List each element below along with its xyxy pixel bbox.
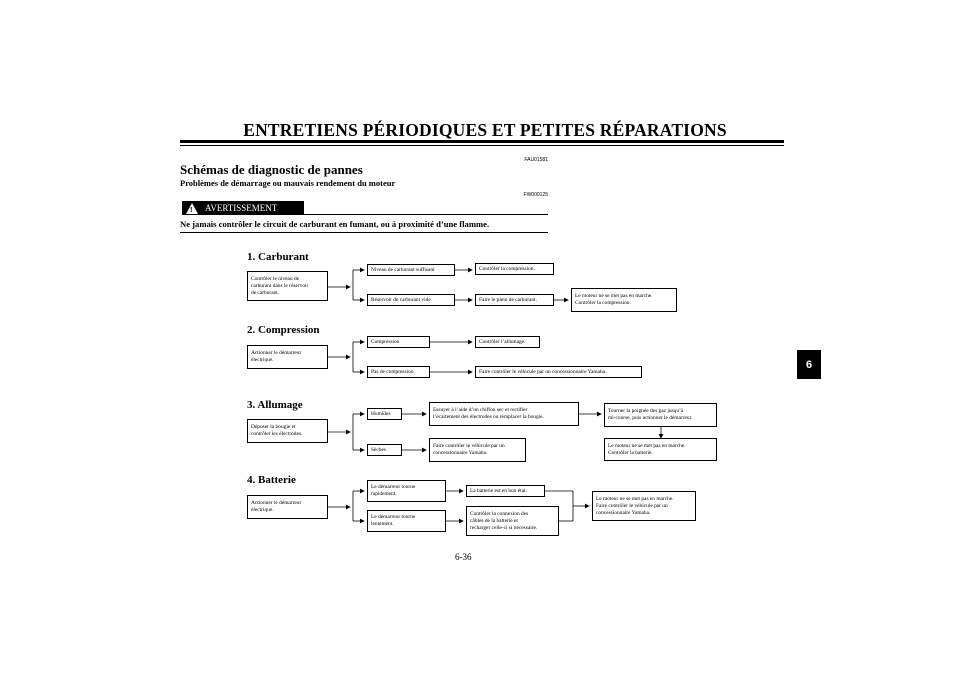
ignition-throttle-box: Tourner la poignée des gaz jusqu’à mi-course, puis actionner le démarreur. (604, 403, 717, 427)
ignition-title: 3. Allumage (247, 399, 303, 411)
ignition-clean-plug-box: Essuyer à l’aide d’un chiffon sec et rectifier l’écartement des électrodes ou remplacer la bougie. (429, 402, 579, 426)
compression-dealer-box: Faire contrôler le véhicule par un concessionnaire Yamaha. (475, 366, 642, 378)
battery-final-box: Le moteur ne se met pas en marche. Faire contrôler le véhicule par un concessionnaire Yamaha. (592, 491, 696, 521)
ignition-start-box: Déposer la bougie et contrôler les électrodes. (247, 419, 328, 443)
warning-label: AVERTISSEMENT (205, 203, 278, 213)
battery-title: 4. Batterie (247, 474, 296, 486)
fuel-empty-box: Réservoir de carburant vide (367, 294, 455, 306)
section-title: Schémas de diagnostic de pannes (180, 162, 363, 177)
compression-title: 2. Compression (247, 324, 320, 336)
fuel-title: 1. Carburant (247, 251, 309, 263)
battery-ok-box: La batterie est en bon état. (466, 485, 545, 497)
ignition-dealer-box: Faire contrôler le véhicule par un concessionnaire Yamaha. (429, 438, 526, 462)
fuel-start-box: Contrôler le niveau de carburant dans le réservoir de carburant. (247, 271, 328, 301)
battery-start-box: Actionner le démarreur électrique. (247, 495, 328, 519)
compression-start-box: Actionner le démarreur électrique. (247, 345, 328, 369)
warning-symbol: ! (190, 204, 193, 214)
ignition-dry-box: Sèches (367, 444, 402, 456)
fuel-result-box: Le moteur ne se met pas en marche. Contrôler la compression. (571, 288, 677, 312)
battery-fast-box: Le démarreur tourne rapidement. (367, 480, 446, 502)
compression-ok-box: Compression (367, 336, 430, 348)
fuel-check-compression-box: Contrôler la compression. (475, 263, 554, 275)
warning-code: FW000125 (523, 192, 548, 198)
compression-none-box: Pas de compression (367, 366, 430, 378)
fuel-sufficient-box: Niveau de carburant suffisant (367, 264, 455, 276)
section-subtitle: Problèmes de démarrage ou mauvais rendement du moteur (180, 178, 396, 188)
compression-check-ignition-box: Contrôler l’allumage. (475, 336, 540, 348)
page-number: 6-36 (455, 552, 472, 562)
warning-text: Ne jamais contrôler le circuit de carburant en fumant, ou à proximité d’une flamme. (180, 219, 490, 229)
ignition-check-battery-box: Le moteur ne se met pas en marche. Contrôler la batterie. (604, 438, 717, 461)
battery-recharge-box: Contrôler la connexion des câbles de la batterie et recharger celle-ci si nécessaire. (466, 506, 559, 536)
battery-slow-box: Le démarreur tourne lentement. (367, 510, 446, 532)
section-code: FAU01581 (524, 157, 548, 163)
ignition-wet-box: Humides (367, 408, 402, 420)
fuel-refill-box: Faire le plein de carburant. (475, 294, 554, 306)
page-header-title: ENTRETIENS PÉRIODIQUES ET PETITES RÉPARATIONS (243, 120, 727, 140)
chapter-tab: 6 (797, 350, 821, 379)
